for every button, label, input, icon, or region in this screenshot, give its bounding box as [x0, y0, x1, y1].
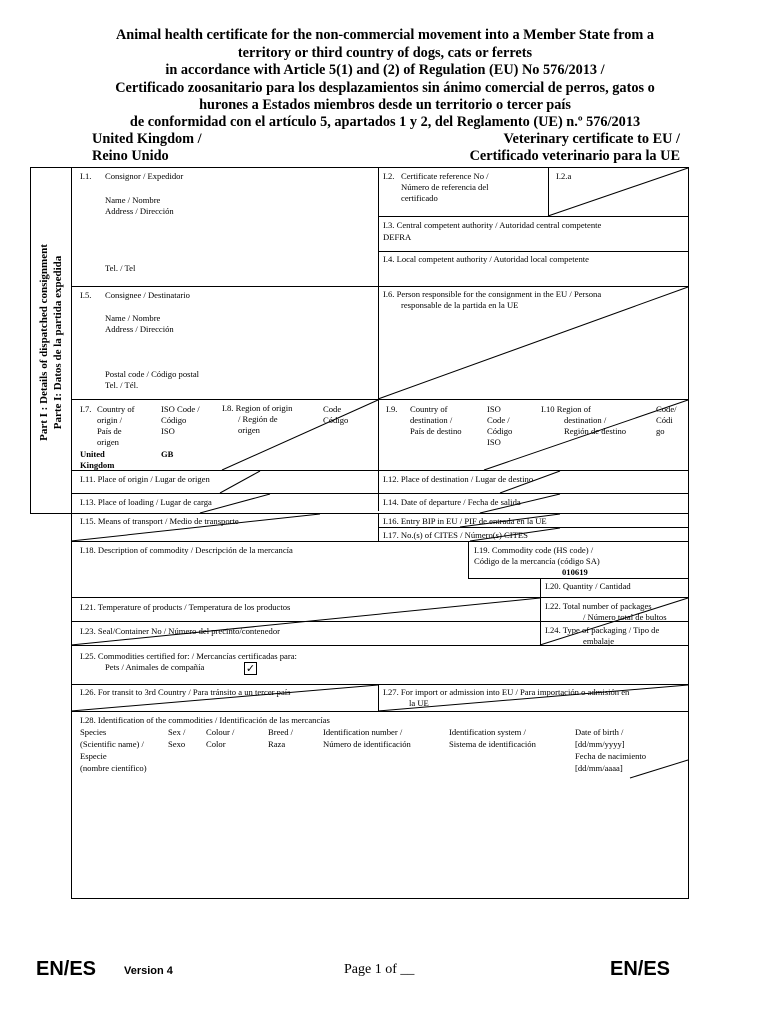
footer-version: Version 4: [124, 965, 173, 977]
i7-country-value-1: United: [80, 449, 105, 459]
i13-label: I.13. Place of loading / Lugar de carga: [80, 497, 212, 507]
i7-label-4: origen: [97, 437, 119, 447]
i21-label: I.21. Temperature of products / Temperatura de los productos: [80, 602, 291, 612]
i14-label: I.14. Date of departure / Fecha de salida: [383, 497, 521, 507]
i1-address-label: Address / Dirección: [105, 206, 174, 216]
iso-origin-label-3: ISO: [161, 426, 175, 436]
i23-label: I.23. Seal/Container No / Número del precinto/contenedor: [80, 626, 280, 636]
i25-label-2: Pets / Animales de compañía: [105, 662, 205, 672]
title-line-4: Certificado zoosanitario para los desplazamientos sin ánimo comercial de perros, gatos o: [115, 80, 655, 96]
iso-origin-label-2: Código: [161, 415, 187, 425]
i24-label-1: I.24. Type of packaging / Tipo de: [545, 625, 660, 635]
pets-checkbox[interactable]: ✓: [245, 662, 256, 675]
i6-label-2: responsable de la partida en la UE: [401, 300, 519, 310]
i9-label-1: Country of: [410, 404, 448, 414]
iso-dest-label-1: ISO: [487, 404, 501, 414]
i24-label-2: embalaje: [583, 636, 615, 646]
i16-label: I.16. Entry BIP in EU / PIF de entrada en la UE: [383, 516, 547, 526]
i19-value: 010619: [562, 567, 588, 577]
title-line-3: in accordance with Article 5(1) and (2) of Regulation (EU) No 576/2013 /: [165, 62, 605, 78]
i5-name-label: Name / Nombre: [105, 313, 161, 323]
iso-dest-label-4: ISO: [487, 437, 501, 447]
i2a-label: I.2.a: [556, 171, 572, 181]
cert-type-es: Certificado veterinario para la UE: [469, 148, 680, 164]
i5-tel-label: Tel. / Tél.: [105, 380, 139, 390]
i7-label-2: origin /: [97, 415, 123, 425]
i7-number: I.7.: [80, 404, 92, 414]
code-dest-label-2: Códi: [656, 415, 673, 425]
i19-label-1: I.19. Commodity code (HS code) /: [474, 545, 594, 555]
side-label-en: Part I : Details of dispatched consignment: [38, 244, 50, 441]
i5-number: I.5.: [80, 290, 92, 300]
title-line-6: de conformidad con el artículo 5, apartados 1 y 2, del Reglamento (UE) n.º 576/2013: [129, 114, 641, 130]
i26-label: I.26. For transit to 3rd Country / Para tránsito a un tercer país: [80, 687, 291, 697]
i5-consignee-label: Consignee / Destinatario: [105, 290, 190, 300]
footer-lang-right: EN/ES: [610, 958, 671, 980]
i8-label-3: origen: [238, 425, 260, 435]
i15-label: I.15. Means of transport / Medio de transporte: [80, 516, 239, 526]
i1-tel-label: Tel. / Tel: [105, 263, 136, 273]
i22-label-1: I.22. Total number of packages: [545, 601, 652, 611]
i18-label: I.18. Description of commodity / Descripción de la mercancía: [80, 545, 293, 555]
title-line-5: hurones a Estados miembros desde un territorio o tercer país: [199, 97, 571, 113]
i12-label: I.12. Place of destination / Lugar de destino: [383, 474, 534, 484]
i10-label-3: Región de destino: [564, 426, 627, 436]
title-line-1: Animal health certificate for the non-commercial movement into a Member State from a: [115, 27, 655, 43]
i17-label: I.17. No.(s) of CITES / Número(s) CITES: [383, 530, 528, 540]
footer-page-number: Page 1 of __: [344, 962, 415, 977]
i10-label-2: destination /: [564, 415, 607, 425]
i5-address-label: Address / Dirección: [105, 324, 174, 334]
i9-label-3: País de destino: [410, 426, 462, 436]
title-line-2: territory or third country of dogs, cats or ferrets: [237, 45, 533, 61]
i1-consignor-label: Consignor / Expedidor: [105, 171, 184, 181]
i27-label-1: I.27. For import or admission into EU / Para importación o admisión en: [383, 687, 630, 697]
code-dest-label-1: Code/: [656, 404, 677, 414]
side-label-es: Parte I: Datos de la partida expedida: [51, 255, 64, 430]
i19-label-2: Código de la mercancía (código SA): [474, 556, 600, 566]
iso-dest-label-2: Code /: [487, 415, 510, 425]
i7-label-3: País de: [97, 426, 122, 436]
i8-label-1: I.8. Region of origin: [222, 403, 293, 413]
i25-label-1: I.25. Commodities certified for: / Mercancías certificadas para:: [80, 651, 297, 661]
country-en: United Kingdom /: [92, 131, 202, 147]
i1-name-label: Name / Nombre: [105, 195, 161, 205]
code-origin-label-1: Code: [323, 404, 342, 414]
i1-number: I.1.: [80, 171, 92, 181]
i9-number: I.9.: [386, 404, 398, 414]
i5-postal-label: Postal code / Código postal: [105, 369, 200, 379]
i8-label-2: / Región de: [238, 414, 278, 424]
i7-label-1: Country of: [97, 404, 135, 414]
i6-label-1: I.6. Person responsible for the consignment in the EU / Persona: [383, 289, 602, 299]
i2-number: I.2.: [383, 171, 395, 181]
code-dest-label-3: go: [656, 426, 665, 436]
code-origin-label-2: Código: [323, 415, 349, 425]
footer-lang-left: EN/ES: [36, 958, 97, 980]
i3-label: I.3. Central competent authority / Autoridad central competente: [383, 220, 602, 230]
i11-label: I.11. Place of origin / Lugar de origen: [80, 474, 210, 484]
i4-label: I.4. Local competent authority / Autoridad local competente: [383, 254, 589, 264]
i27-label-2: la UE: [409, 698, 429, 708]
country-es: Reino Unido: [92, 148, 169, 164]
i28-label: I.28. Identification of the commodities / Identificación de las mercancías: [80, 715, 330, 725]
cert-type-en: Veterinary certificate to EU /: [503, 131, 680, 147]
i2-label-2: Número de referencia del: [401, 182, 489, 192]
i3-value: DEFRA: [383, 232, 412, 242]
i20-label: I.20. Quantity / Cantidad: [545, 581, 631, 591]
i2-label-1: Certificate reference No /: [401, 171, 489, 181]
iso-dest-label-3: Código: [487, 426, 513, 436]
i9-label-2: destination /: [410, 415, 453, 425]
i22-label-2: / Número total de bultos: [583, 612, 667, 622]
iso-origin-value: GB: [161, 449, 174, 459]
iso-origin-label-1: ISO Code /: [161, 404, 200, 414]
i2-label-3: certificado: [401, 193, 438, 203]
i10-label-1: I.10 Region of: [541, 404, 591, 414]
i7-country-value-2: Kingdom: [80, 460, 115, 470]
